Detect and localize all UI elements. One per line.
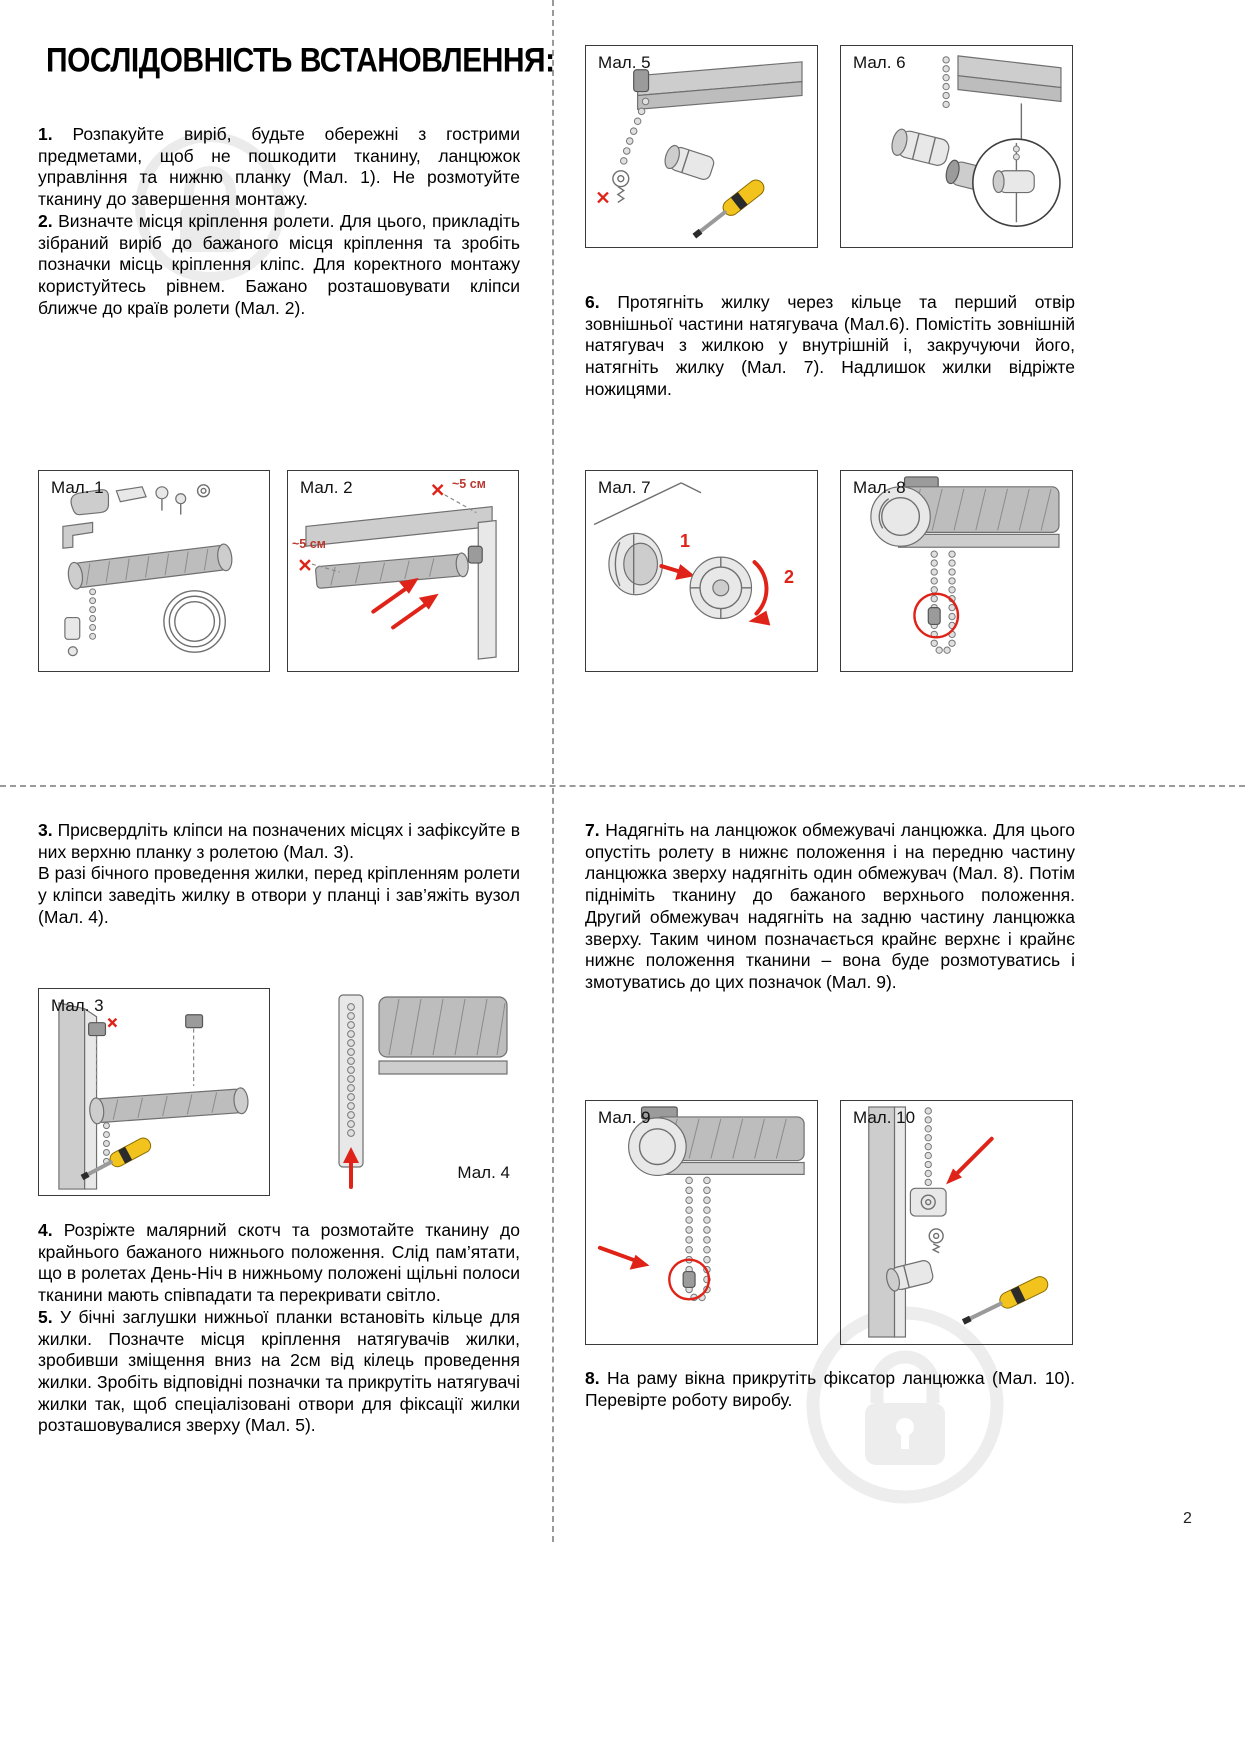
bracket-icon bbox=[905, 477, 939, 488]
step-5-number: 5. bbox=[38, 1306, 53, 1327]
small-parts-icon bbox=[65, 618, 80, 656]
steps-4-5-text bbox=[38, 1220, 520, 1437]
step-3-text: Присвердліть кліпси на позначених місцях і зафіксуйте в них верхню планку з ролетою (Мал. 3). bbox=[38, 820, 520, 862]
figure-5-label: Мал. 5 bbox=[598, 53, 651, 72]
step-8-text: На раму вікна прикрутіть фіксатор ланцюжка (Мал. 10). Перевірте роботу виробу. bbox=[585, 1368, 1075, 1410]
step-5-paragraph bbox=[38, 1307, 520, 1437]
step-1-number: 1. bbox=[38, 124, 53, 144]
cord-coil-icon bbox=[164, 591, 225, 652]
divider-vertical bbox=[552, 0, 554, 1542]
figure-3-label: Мал. 3 bbox=[51, 996, 104, 1015]
fabric-roll-icon bbox=[379, 997, 507, 1074]
red-rotate-arrow-icon bbox=[749, 562, 771, 625]
window-frame-icon bbox=[869, 1107, 906, 1337]
figure-2-label: Мал. 2 bbox=[300, 478, 353, 497]
red-x-icon bbox=[598, 193, 608, 203]
step-3-text-2: В разі бічного проведення жилки, перед кріпленням ролети у кліпси заведіть жилку в отвори у планці і зав’яжіть вузол (Мал. 4). bbox=[38, 863, 520, 927]
step-4-paragraph bbox=[38, 1220, 520, 1307]
step-2-number: 2. bbox=[38, 210, 53, 231]
step-7-text: Надягніть на ланцюжок обмежувачі ланцюжка. Для цього опустіть ролету в нижнє положення і на передню частину ланцюжка зверху надягніть один обмежувач (Мал. 8). Потім підніміть тканину до бажаного верхнього положення. Другий обмежувач надягніть на задню частину ланцюжка зверху. Таким чином позначається крайнє верхнє і крайнє нижнє положення тканини – вона буде розмотуватись і змотуватись до цих позначок (Мал. 9). bbox=[585, 820, 1075, 992]
step-4-number: 4. bbox=[38, 1220, 53, 1240]
figure-8 bbox=[840, 470, 1073, 672]
step-6-text: Протягніть жилку через кільце та перший отвір зовнішньої частини натягувача (Мал.6). Помістіть зовнішній натягувач з жилкою у внутрішній і, закручуючи його, натягніть жилку (Мал. 7). Надлишок жилки відріжте ножицями. bbox=[585, 292, 1075, 399]
figure-8-illustration bbox=[841, 471, 1072, 671]
figure-8-label: Мал. 8 bbox=[853, 478, 906, 497]
figure-4 bbox=[287, 985, 520, 1195]
figure-6-illustration bbox=[841, 46, 1072, 247]
figure-5 bbox=[585, 45, 818, 248]
chain-fixator-icon bbox=[910, 1188, 946, 1216]
figure-3 bbox=[38, 988, 270, 1196]
step-1-paragraph bbox=[38, 124, 520, 211]
chain-stop-icon bbox=[928, 608, 940, 625]
red-x-icon bbox=[108, 1019, 116, 1027]
step-2-text: Визначте місця кріплення ролети. Для цього, прикладіть зібраний виріб до бажаного місця кріплення та зробіть позначки місць кріплення кліпс. Для коректного монтажу користуйтесь рівнем. Бажано розташовувати кліпси ближче до країв ролети (Мал. 2). bbox=[38, 210, 520, 318]
step-7-number: 7. bbox=[585, 820, 600, 840]
roller-icon bbox=[315, 553, 469, 590]
cornice-icon bbox=[958, 56, 1061, 102]
figure-6-label: Мал. 6 bbox=[853, 53, 906, 72]
figure-1-illustration bbox=[39, 471, 269, 671]
tensioner-outer-icon bbox=[890, 128, 951, 168]
figure-1 bbox=[38, 470, 270, 672]
step-3-number: 3. bbox=[38, 820, 53, 840]
chain-stop-icon bbox=[683, 1272, 695, 1288]
clip-icon bbox=[468, 546, 482, 563]
page-title: ПОСЛІДОВНІСТЬ ВСТАНОВЛЕННЯ: bbox=[46, 42, 555, 80]
chain-icon bbox=[90, 589, 96, 639]
eyelet-icon bbox=[929, 1229, 943, 1253]
measure-annotation-left: ~5 см bbox=[292, 537, 326, 551]
screwdriver-icon bbox=[689, 177, 767, 243]
chain-icon bbox=[103, 1123, 109, 1165]
figure-2-illustration bbox=[288, 471, 518, 671]
figure-2 bbox=[287, 470, 519, 672]
red-arrows-icon bbox=[373, 578, 438, 628]
step-3-paragraph-2 bbox=[38, 863, 520, 928]
step-6-number: 6. bbox=[585, 292, 600, 312]
figure-4-label: Мал. 4 bbox=[457, 1163, 510, 1182]
chain-icon bbox=[943, 57, 949, 108]
step-3-textblock bbox=[38, 820, 520, 929]
step-7-textblock bbox=[585, 820, 1075, 994]
chain-icon bbox=[348, 1004, 355, 1137]
figure-1-label: Мал. 1 bbox=[51, 478, 104, 497]
step-8-textblock bbox=[585, 1368, 1075, 1411]
tensioner-outer-icon bbox=[609, 533, 662, 594]
figure-7-step-2: 2 bbox=[784, 567, 795, 587]
figure-7 bbox=[585, 470, 818, 672]
step-2-paragraph bbox=[38, 211, 520, 320]
screwdriver-icon bbox=[960, 1274, 1051, 1329]
cornice-icon bbox=[634, 62, 802, 110]
clip-icon bbox=[89, 1015, 203, 1092]
red-arrow-icon bbox=[661, 564, 695, 580]
step-4-text: Розріжте малярний скотч та розмотайте тканину до крайнього бажаного нижнього положення. Слід пам’ятати, що в ролетах День-Ніч в нижньому положені щільні полоси тканини мають співпадати та перекривати світло. bbox=[38, 1220, 520, 1306]
detail-inset-icon bbox=[973, 139, 1060, 226]
step-8-number: 8. bbox=[585, 1368, 600, 1388]
figure-5-illustration bbox=[586, 46, 817, 247]
step-6-textblock bbox=[585, 292, 1075, 401]
tensioner-inner-icon bbox=[690, 557, 751, 618]
figure-10-illustration bbox=[841, 1101, 1072, 1344]
red-arrow-icon bbox=[946, 1139, 992, 1185]
figure-9-label: Мал. 9 bbox=[598, 1108, 651, 1127]
chain-icon bbox=[925, 1108, 931, 1186]
red-arrow-icon bbox=[600, 1248, 650, 1270]
eyelet-icon bbox=[613, 171, 629, 203]
steps-1-2-text bbox=[38, 124, 520, 319]
step-3-paragraph bbox=[38, 820, 520, 863]
page-number: 2 bbox=[1183, 1510, 1192, 1527]
figure-7-step-1: 1 bbox=[680, 531, 691, 551]
divider-horizontal bbox=[0, 785, 1245, 787]
figure-9 bbox=[585, 1100, 818, 1345]
step-8-paragraph bbox=[585, 1368, 1075, 1411]
roller-icon bbox=[67, 543, 233, 590]
roller-icon bbox=[89, 1087, 249, 1124]
tensioner-icon bbox=[662, 144, 715, 181]
measure-annotation-top: ~5 см bbox=[452, 477, 486, 491]
figure-10-label: Мал. 10 bbox=[853, 1108, 916, 1127]
step-1-text: Розпакуйте виріб, будьте обережні з гострими предметами, щоб не пошкодити тканину, ланцюжок управління та нижню планку (Мал. 1). Не розмотуйте тканину до завершення монтажу. bbox=[38, 124, 520, 210]
figure-10 bbox=[840, 1100, 1073, 1345]
figure-9-illustration bbox=[586, 1101, 817, 1344]
figure-7-label: Мал. 7 bbox=[598, 478, 651, 497]
step-6-paragraph bbox=[585, 292, 1075, 401]
figure-6 bbox=[840, 45, 1073, 248]
step-5-text: У бічні заглушки нижньої планки встановіть кільце для жилки. Позначте місця кріплення натягувачів жилки, зробивши зміщення вниз на 2см від кілець проведення жилки. Зробіть відповідні позначки та прикрутіть натягувачі жилки так, щоб спеціалізовані отвори для фіксації жилки розташовувалися зверху (Мал. 5). bbox=[38, 1306, 521, 1436]
figure-3-illustration bbox=[39, 989, 269, 1195]
step-7-paragraph bbox=[585, 820, 1075, 994]
figure-7-illustration bbox=[586, 471, 817, 671]
